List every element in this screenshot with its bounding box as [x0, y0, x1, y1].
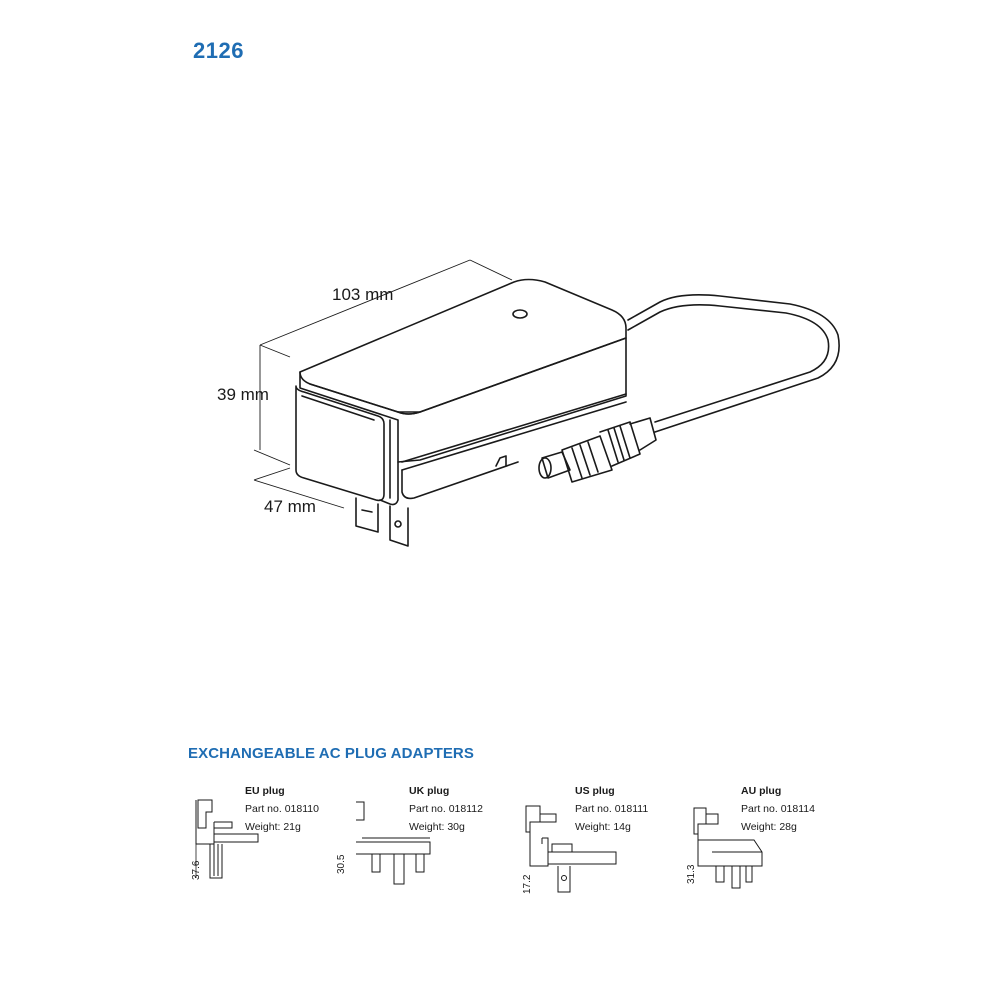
- plug-us: [522, 782, 692, 912]
- dimension-length: 103 mm: [332, 285, 394, 304]
- dimension-height: 39 mm: [217, 385, 269, 404]
- plug-dim: 30.5: [336, 854, 347, 874]
- plug-name: EU plug: [245, 785, 285, 797]
- plug-part-number: Part no. 018111: [575, 803, 649, 815]
- plug-dim: 17.2: [522, 874, 533, 894]
- plug-part-number: Part no. 018112: [409, 803, 483, 815]
- prong-left: [356, 498, 378, 532]
- plug-dim: 31.3: [686, 864, 697, 884]
- plug-uk: [336, 782, 526, 912]
- plug-weight: Weight: 21g: [245, 821, 301, 833]
- dimension-width: 47 mm: [264, 497, 316, 516]
- plug-name: US plug: [575, 785, 615, 797]
- section-title: EXCHANGEABLE AC PLUG ADAPTERS: [188, 745, 474, 762]
- plug-weight: Weight: 14g: [575, 821, 631, 833]
- dc-connector: [542, 452, 570, 478]
- plug-weight: Weight: 28g: [741, 821, 797, 833]
- plug-name: AU plug: [741, 785, 782, 797]
- adapter-side-face: [398, 338, 626, 462]
- plug-weight: Weight: 30g: [409, 821, 465, 833]
- plug-au: [688, 782, 858, 912]
- plug-part-number: Part no. 018114: [741, 803, 815, 815]
- model-number: 2126: [193, 38, 244, 63]
- cable: [628, 295, 839, 432]
- led-indicator: [513, 310, 527, 318]
- plug-dim: 37.6: [191, 860, 202, 880]
- plug-eu: [192, 782, 362, 912]
- plug-name: UK plug: [409, 785, 450, 797]
- plug-part-number: Part no. 018110: [245, 803, 319, 815]
